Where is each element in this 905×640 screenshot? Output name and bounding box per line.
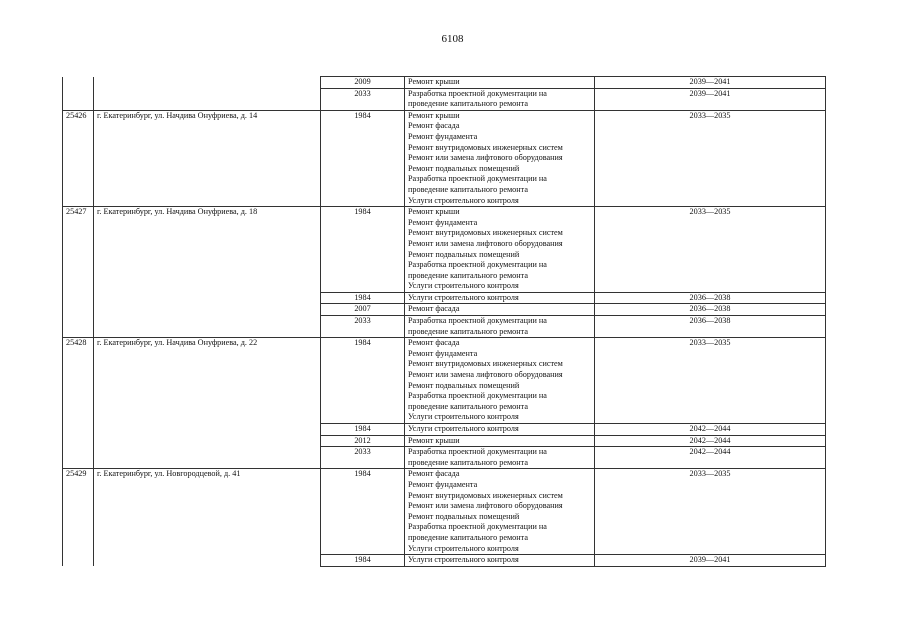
year-cell: 1984	[321, 338, 405, 424]
work-type-cell	[405, 555, 595, 567]
address-cell: г. Екатеринбург, ул. Начдива Онуфриева, д. 14	[94, 110, 321, 206]
work-type-line: Разработка проектной документации на	[408, 391, 547, 401]
work-type-cell	[405, 110, 595, 206]
work-type-line: Ремонт фасада	[408, 304, 460, 314]
period-cell: 2036—2038	[595, 292, 826, 304]
period-cell: 2039—2041	[595, 555, 826, 567]
work-type-cell	[405, 88, 595, 110]
table-row	[63, 338, 826, 424]
work-type-cell	[405, 77, 595, 89]
table-row	[63, 110, 826, 206]
work-type-line: Ремонт фундамента	[408, 479, 478, 489]
period-cell: 2033—2035	[595, 207, 826, 293]
work-type-line: Разработка проектной документации на	[408, 447, 547, 457]
work-type-line: Ремонт подвальных помещений	[408, 163, 520, 173]
period-cell: 2042—2044	[595, 435, 826, 447]
period-cell: 2039—2041	[595, 77, 826, 89]
house-id-cell: 25427	[63, 207, 94, 338]
year-cell: 1984	[321, 292, 405, 304]
year-cell: 1984	[321, 469, 405, 555]
year-cell: 2012	[321, 435, 405, 447]
work-type-cell	[405, 207, 595, 293]
work-type-line: Разработка проектной документации на	[408, 316, 547, 326]
period-cell: 2042—2044	[595, 447, 826, 469]
work-type-line: Ремонт фундамента	[408, 131, 478, 141]
work-type-line: Разработка проектной документации на	[408, 88, 547, 98]
period-cell: 2036—2038	[595, 316, 826, 338]
table-row	[63, 469, 826, 555]
work-type-line: Ремонт внутридомовых инженерных систем	[408, 228, 563, 238]
period-cell: 2036—2038	[595, 304, 826, 316]
year-cell: 1984	[321, 424, 405, 436]
work-type-line: Услуги строительного контроля	[408, 195, 519, 205]
house-id-cell: 25429	[63, 469, 94, 566]
house-id-cell	[63, 77, 94, 111]
work-type-line: Ремонт фундамента	[408, 217, 478, 227]
work-type-line: Услуги строительного контроля	[408, 281, 519, 291]
page-number: 6108	[441, 33, 464, 45]
work-type-cell	[405, 316, 595, 338]
work-type-line: Разработка проектной документации на	[408, 174, 547, 184]
work-type-line: Разработка проектной документации на	[408, 522, 547, 532]
work-type-line: Ремонт подвальных помещений	[408, 380, 520, 390]
year-cell: 2007	[321, 304, 405, 316]
year-cell: 2033	[321, 447, 405, 469]
year-cell: 2033	[321, 316, 405, 338]
address-cell: г. Екатеринбург, ул. Начдива Онуфриева, д. 18	[94, 207, 321, 338]
work-type-line: проведение капитального ремонта	[408, 457, 528, 467]
work-type-line: Ремонт крыши	[408, 77, 460, 86]
period-cell: 2042—2044	[595, 424, 826, 436]
address-cell	[94, 77, 321, 111]
house-id-cell: 25428	[63, 338, 94, 469]
year-cell: 1984	[321, 555, 405, 567]
address-cell: г. Екатеринбург, ул. Новгородцевой, д. 41	[94, 469, 321, 566]
work-type-line: Ремонт фасада	[408, 121, 460, 131]
year-cell: 1984	[321, 207, 405, 293]
work-type-line: проведение капитального ремонта	[408, 99, 528, 109]
work-type-line: Ремонт подвальных помещений	[408, 249, 520, 259]
house-id-cell: 25426	[63, 110, 94, 206]
work-type-line: Ремонт фасада	[408, 338, 460, 348]
work-type-cell	[405, 447, 595, 469]
work-type-line: Ремонт крыши	[408, 110, 460, 120]
address-cell: г. Екатеринбург, ул. Начдива Онуфриева, д. 22	[94, 338, 321, 469]
work-type-line: Ремонт фасада	[408, 469, 460, 479]
work-type-line: Ремонт крыши	[408, 207, 460, 217]
work-type-cell	[405, 304, 595, 316]
work-type-cell	[405, 424, 595, 436]
work-type-line: Ремонт или замена лифтового оборудования	[408, 153, 563, 163]
year-cell: 1984	[321, 110, 405, 206]
work-type-line: Ремонт подвальных помещений	[408, 511, 520, 521]
work-type-cell	[405, 435, 595, 447]
work-type-line: Ремонт или замена лифтового оборудования	[408, 370, 563, 380]
work-type-line: Услуги строительного контроля	[408, 424, 519, 433]
work-type-cell	[405, 338, 595, 424]
period-cell: 2033—2035	[595, 338, 826, 424]
work-type-line: Ремонт внутридомовых инженерных систем	[408, 490, 563, 500]
work-type-line: Ремонт фундамента	[408, 348, 478, 358]
work-type-cell	[405, 469, 595, 555]
work-type-line: проведение капитального ремонта	[408, 401, 528, 411]
work-type-line: проведение капитального ремонта	[408, 184, 528, 194]
work-type-line: Услуги строительного контроля	[408, 543, 519, 553]
work-type-line: проведение капитального ремонта	[408, 270, 528, 280]
table-row	[63, 77, 826, 89]
work-type-line: проведение капитального ремонта	[408, 532, 528, 542]
year-cell: 2033	[321, 88, 405, 110]
table-row	[63, 207, 826, 293]
work-type-line: Ремонт или замена лифтового оборудования	[408, 501, 563, 511]
work-type-line: Ремонт внутридомовых инженерных систем	[408, 359, 563, 369]
period-cell: 2033—2035	[595, 469, 826, 555]
work-type-line: Услуги строительного контроля	[408, 555, 519, 565]
period-cell: 2039—2041	[595, 88, 826, 110]
work-type-line: Ремонт внутридомовых инженерных систем	[408, 142, 563, 152]
work-type-line: Разработка проектной документации на	[408, 260, 547, 270]
work-type-line: Ремонт или замена лифтового оборудования	[408, 238, 563, 248]
work-type-line: проведение капитального ремонта	[408, 326, 528, 336]
work-type-cell	[405, 292, 595, 304]
work-type-line: Услуги строительного контроля	[408, 292, 519, 302]
period-cell: 2033—2035	[595, 110, 826, 206]
work-type-line: Ремонт крыши	[408, 435, 460, 445]
table-body	[63, 77, 826, 567]
capital-repair-table	[62, 76, 826, 567]
work-type-line: Услуги строительного контроля	[408, 412, 519, 422]
year-cell: 2009	[321, 77, 405, 89]
